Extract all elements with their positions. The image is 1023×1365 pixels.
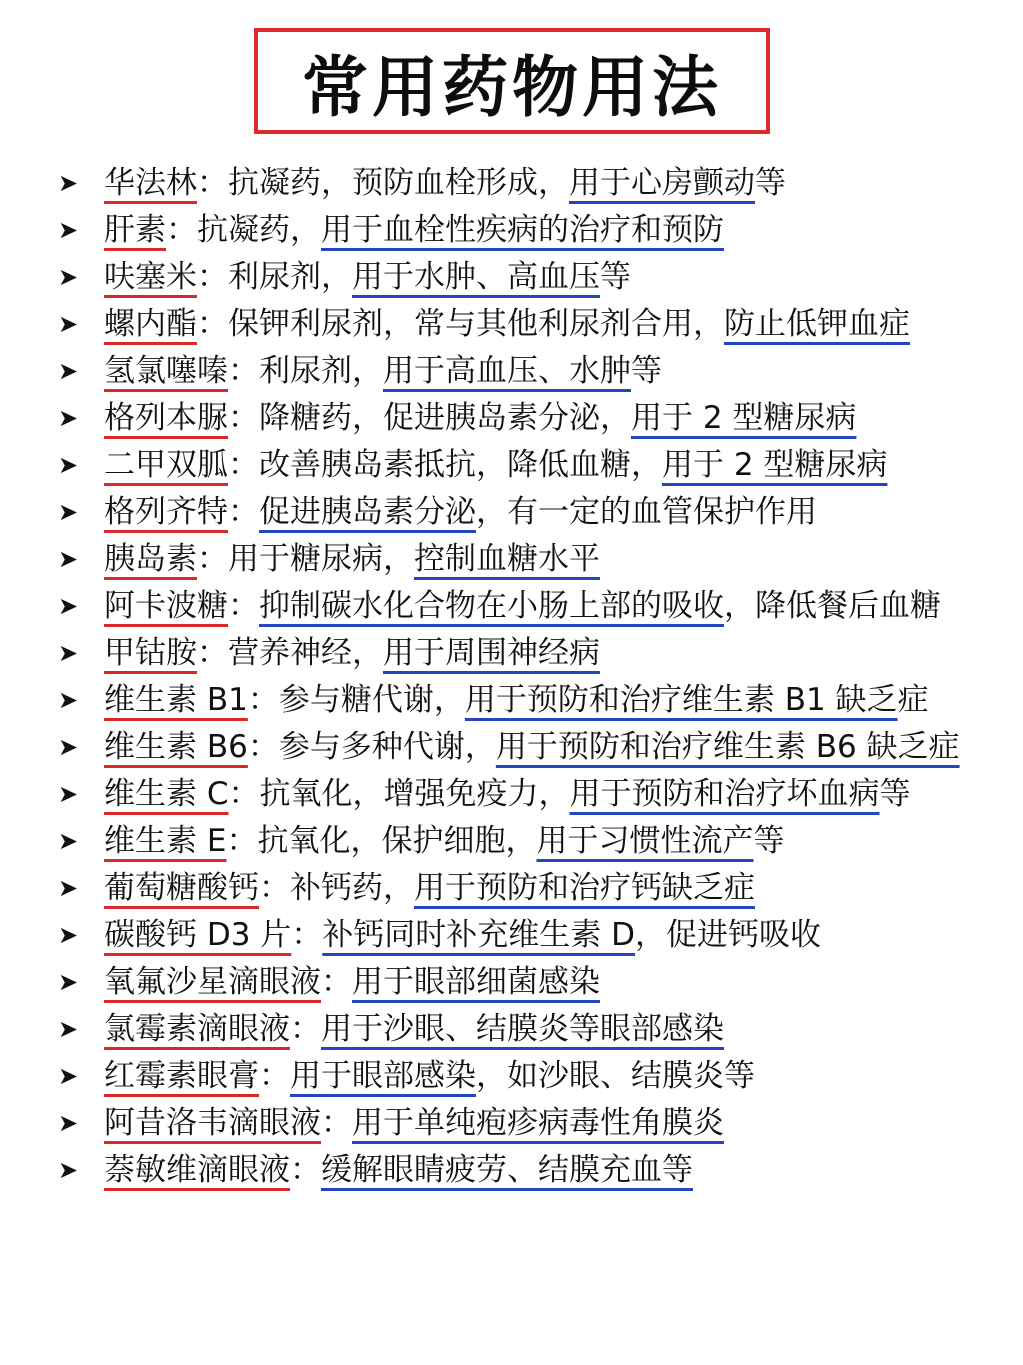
list-item (52, 442, 992, 489)
colon: ： (197, 306, 228, 342)
drug-name: 碳酸钙 D3 片 (104, 917, 292, 953)
arrow-bullet-icon: ➤ (58, 968, 79, 996)
colon: ： (321, 1105, 352, 1141)
drug-name: 阿卡波糖 (104, 588, 228, 624)
arrow-bullet-icon: ➤ (58, 1156, 79, 1184)
list-item (52, 207, 992, 254)
arrow-bullet-icon: ➤ (58, 545, 79, 573)
list-item (52, 301, 992, 348)
drug-list (52, 160, 992, 1194)
drug-description-tail: 等 (600, 259, 631, 295)
arrow-bullet-icon: ➤ (58, 921, 79, 949)
drug-description: 降糖药，促进胰岛素分泌， (259, 400, 631, 436)
list-item (52, 489, 992, 536)
drug-usage-highlight: 用于预防和治疗维生素 B6 缺乏症 (495, 729, 960, 765)
drug-usage-highlight: 用于习惯性流产 (536, 823, 754, 859)
drug-description: 抗氧化，增强免疫力， (259, 776, 570, 812)
drug-name: 华法林 (104, 165, 197, 201)
colon: ： (226, 823, 258, 859)
title-box (254, 28, 770, 134)
drug-name: 氯霉素滴眼液 (104, 1011, 290, 1047)
arrow-bullet-icon: ➤ (58, 404, 79, 432)
list-item (52, 254, 992, 301)
arrow-bullet-icon: ➤ (58, 498, 79, 526)
drug-usage-highlight: 抑制碳水化合物在小肠上部的吸收 (259, 588, 724, 624)
colon: ： (290, 1152, 321, 1188)
list-item (52, 536, 992, 583)
drug-description: 抗氧化，保护细胞， (257, 823, 537, 859)
drug-usage-highlight: 缓解眼睛疲劳、结膜充血等 (321, 1152, 693, 1188)
drug-description: 改善胰岛素抵抗，降低血糖， (259, 447, 662, 483)
list-item (52, 160, 992, 207)
list-item (52, 395, 992, 442)
colon: ： (228, 353, 259, 389)
colon: ： (247, 729, 279, 765)
drug-usage-highlight: 控制血糖水平 (414, 541, 600, 577)
drug-description: 用于糖尿病， (228, 541, 414, 577)
arrow-bullet-icon: ➤ (58, 263, 79, 291)
colon: ： (259, 870, 290, 906)
list-item (52, 1147, 992, 1194)
colon: ： (321, 964, 352, 1000)
drug-usage-highlight: 用于眼部感染 (290, 1058, 476, 1094)
arrow-bullet-icon: ➤ (58, 874, 79, 902)
drug-name: 红霉素眼膏 (104, 1058, 259, 1094)
drug-name: 二甲双胍 (104, 447, 228, 483)
colon: ： (197, 165, 228, 201)
list-item (52, 912, 992, 959)
arrow-bullet-icon: ➤ (58, 592, 79, 620)
arrow-bullet-icon: ➤ (58, 827, 79, 855)
arrow-bullet-icon: ➤ (58, 1109, 79, 1137)
list-item (52, 630, 992, 677)
drug-usage-highlight: 用于单纯疱疹病毒性角膜炎 (352, 1105, 724, 1141)
drug-description: 利尿剂， (259, 353, 383, 389)
colon: ： (291, 917, 323, 953)
colon: ： (228, 447, 259, 483)
drug-usage-highlight: 用于 2 型糖尿病 (631, 400, 857, 436)
drug-usage-highlight: 用于高血压、水肿 (383, 353, 631, 389)
colon: ： (228, 588, 259, 624)
list-item (52, 724, 992, 771)
arrow-bullet-icon: ➤ (58, 216, 79, 244)
drug-name: 甲钴胺 (104, 635, 197, 671)
list-item (52, 1100, 992, 1147)
drug-usage-highlight: 用于 2 型糖尿病 (662, 447, 888, 483)
drug-name: 维生素 E (104, 823, 227, 859)
colon: ： (228, 494, 259, 530)
drug-description: 利尿剂， (228, 259, 352, 295)
arrow-bullet-icon: ➤ (58, 451, 79, 479)
drug-usage-highlight: 用于水肿、高血压 (352, 259, 600, 295)
drug-description: 抗凝药，预防血栓形成， (228, 165, 569, 201)
drug-name: 维生素 B1 (104, 682, 248, 718)
drug-description: 参与多种代谢， (278, 729, 496, 765)
list-item (52, 959, 992, 1006)
colon: ： (228, 776, 260, 812)
drug-name: 萘敏维滴眼液 (104, 1152, 290, 1188)
drug-description-tail: 等 (753, 823, 785, 859)
drug-description-tail: ，如沙眼、结膜炎等 (476, 1058, 755, 1094)
list-item (52, 583, 992, 630)
drug-name: 格列齐特 (104, 494, 228, 530)
drug-name: 阿昔洛韦滴眼液 (104, 1105, 321, 1141)
arrow-bullet-icon: ➤ (58, 310, 79, 338)
drug-name: 维生素 C (104, 776, 229, 812)
colon: ： (228, 400, 259, 436)
drug-description-tail: ，降低餐后血糖 (724, 588, 941, 624)
colon: ： (197, 541, 228, 577)
drug-description: 参与糖代谢， (278, 682, 465, 718)
colon: ： (259, 1058, 290, 1094)
list-item (52, 865, 992, 912)
drug-name: 葡萄糖酸钙 (104, 870, 259, 906)
arrow-bullet-icon: ➤ (58, 780, 79, 808)
drug-usage-highlight: 用于预防和治疗钙缺乏症 (414, 870, 755, 906)
arrow-bullet-icon: ➤ (58, 1015, 79, 1043)
drug-usage-highlight: 用于心房颤动 (569, 165, 755, 201)
drug-description: 抗凝药， (197, 212, 321, 248)
drug-usage-highlight: 用于沙眼、结膜炎等眼部感染 (321, 1011, 724, 1047)
drug-name: 螺内酯 (104, 306, 197, 342)
arrow-bullet-icon: ➤ (58, 169, 79, 197)
list-item (52, 677, 992, 724)
drug-usage-highlight: 补钙同时补充维生素 D (322, 917, 636, 953)
drug-name: 肝素 (104, 212, 166, 248)
arrow-bullet-icon: ➤ (58, 733, 79, 761)
arrow-bullet-icon: ➤ (58, 1062, 79, 1090)
drug-description-tail: 等 (755, 165, 786, 201)
drug-description-tail: 症 (897, 682, 929, 718)
list-item (52, 1053, 992, 1100)
drug-name: 氢氯噻嗪 (104, 353, 228, 389)
drug-usage-highlight: 用于眼部细菌感染 (352, 964, 600, 1000)
arrow-bullet-icon: ➤ (58, 357, 79, 385)
colon: ： (247, 682, 279, 718)
drug-description: 保钾利尿剂，常与其他利尿剂合用， (228, 306, 724, 342)
drug-usage-highlight: 防止低钾血症 (724, 306, 910, 342)
drug-description-tail: ，有一定的血管保护作用 (476, 494, 817, 530)
drug-name: 呋塞米 (104, 259, 197, 295)
list-item (52, 818, 992, 865)
drug-name: 胰岛素 (104, 541, 197, 577)
colon: ： (166, 212, 197, 248)
drug-description-tail: 等 (879, 776, 911, 812)
drug-usage-highlight: 用于预防和治疗坏血病 (569, 776, 880, 812)
drug-description: 营养神经， (228, 635, 383, 671)
colon: ： (197, 635, 228, 671)
drug-name: 格列本脲 (104, 400, 228, 436)
drug-description-tail: 等 (631, 353, 662, 389)
drug-name: 维生素 B6 (104, 729, 248, 765)
page-title: 常用药物用法 (302, 48, 722, 126)
drug-description-tail: ，促进钙吸收 (635, 917, 822, 953)
drug-usage-highlight: 用于周围神经病 (383, 635, 600, 671)
list-item (52, 1006, 992, 1053)
list-item (52, 348, 992, 395)
drug-usage-highlight: 用于预防和治疗维生素 B1 缺乏 (464, 682, 898, 718)
colon: ： (197, 259, 228, 295)
colon: ： (290, 1011, 321, 1047)
list-item (52, 771, 992, 818)
arrow-bullet-icon: ➤ (58, 686, 79, 714)
drug-description: 补钙药， (290, 870, 414, 906)
drug-usage-highlight: 用于血栓性疾病的治疗和预防 (321, 212, 724, 248)
arrow-bullet-icon: ➤ (58, 639, 79, 667)
drug-name: 氧氟沙星滴眼液 (104, 964, 321, 1000)
drug-usage-highlight: 促进胰岛素分泌 (259, 494, 476, 530)
